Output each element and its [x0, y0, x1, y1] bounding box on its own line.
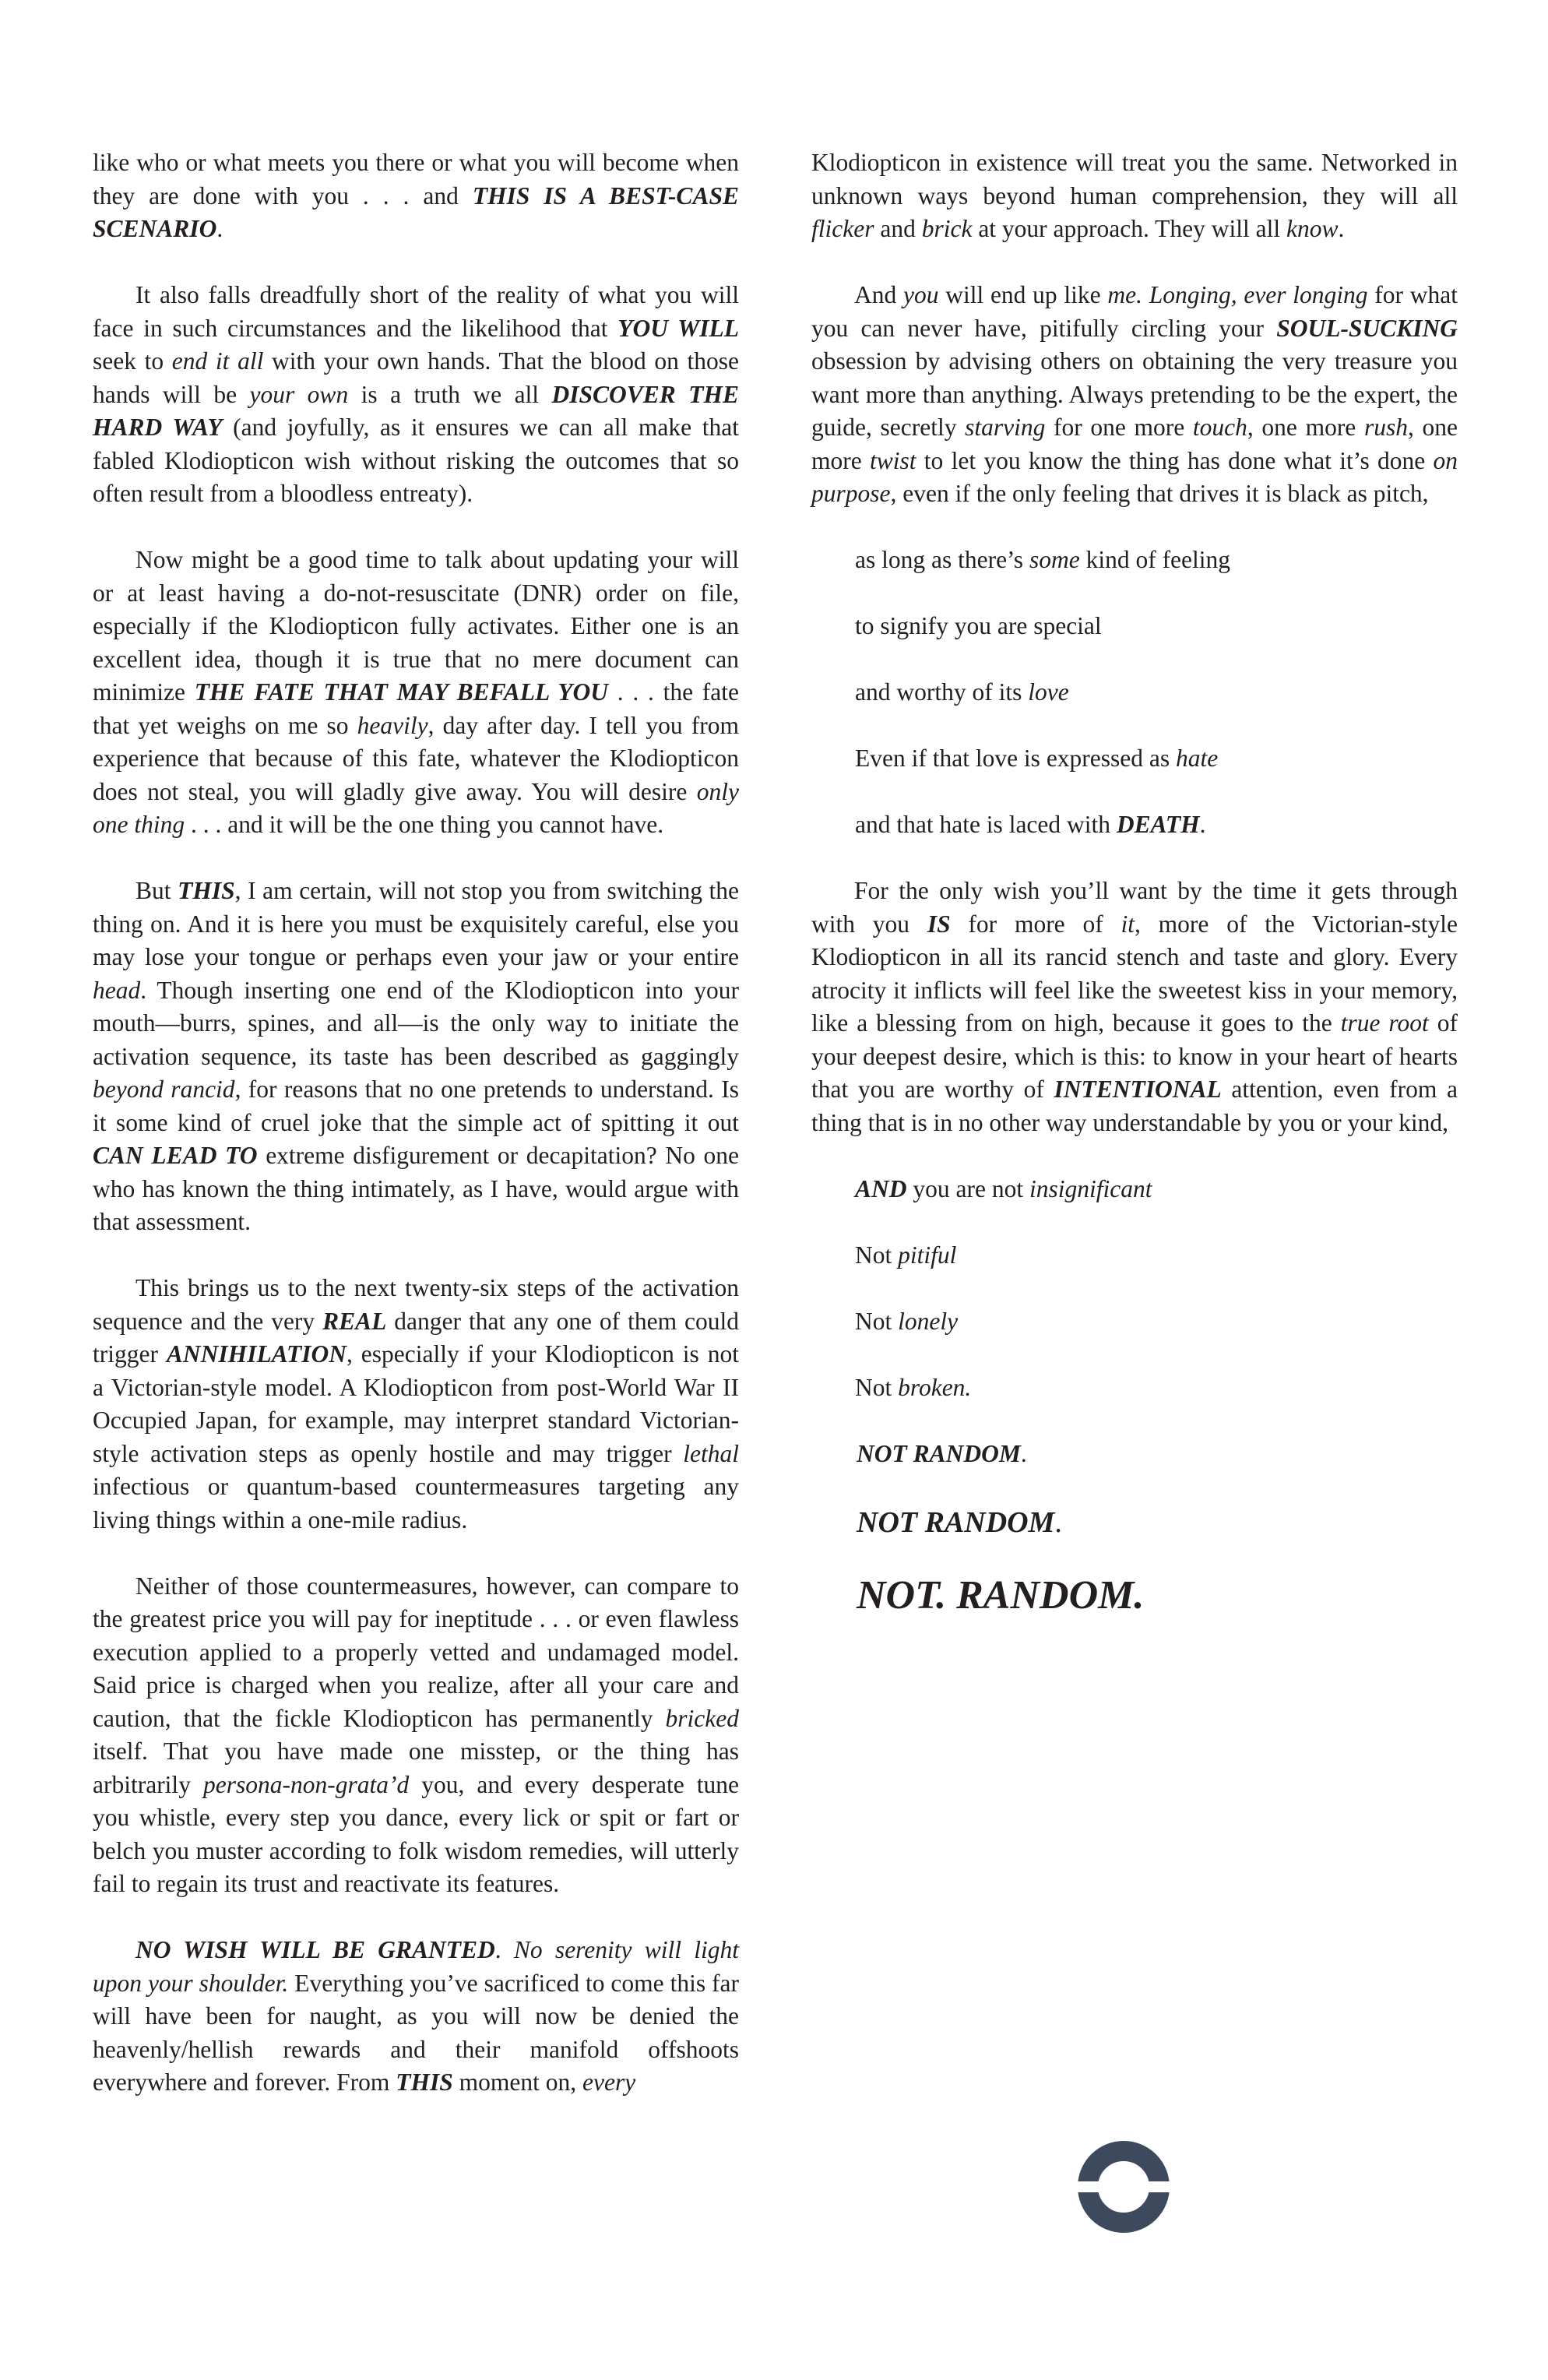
- poem-line: AND you are not insignificant: [855, 1174, 1152, 1202]
- paragraph: But THIS, I am certain, will not stop you from switching the thing on. And it is here you must be exquisitely careful, else you may lose your tongue or perhaps even your jaw or your entire head. Though inserting one end of the Klodiopticon into your mouth—burrs, spines, and all—is the only way to initiate the activation sequence, its taste has been described as gaggingly beyond rancid, for reasons that no one pretends to understand. Is it some kind of cruel joke that the simple act of spitting it out CAN LEAD TO extreme disfigurement or decapitation? No one who has known the thing intimately, as I have, would argue with that assessment.: [93, 877, 740, 1235]
- logo-gap: [1077, 2181, 1170, 2192]
- poem-line: to signify you are special: [855, 612, 1102, 639]
- publisher-logo-icon: [1077, 2140, 1170, 2234]
- paragraph: And you will end up like me. Longing, ever longing for what you can never have, pitifully circling your SOUL-SUCKING obsession by advising others on obtaining the very treasure you want more than anything. Always pretending to be the expert, the guide, secretly starving for one more touch, one more rush, one more twist to let you know the thing has done what it’s done on purpose, even if the only feeling that drives it is black as pitch,: [811, 281, 1458, 507]
- paragraph: It also falls dreadfully short of the reality of what you will face in such circumstances and the likelihood that YOU WILL seek to end it all with your own hands. That the blood on those hands will be your own is a truth we all DISCOVER THE HARD WAY (and joyfully, as it ensures we can all make that fabled Klodiopticon wish without risking the outcomes that so often result from a bloodless entreaty).: [93, 281, 739, 507]
- paragraph: like who or what meets you there or what you will become when they are done with you . . . and THIS IS A BEST-CASE SCENARIO.: [93, 149, 739, 242]
- poem-line: as long as there’s some kind of feeling: [855, 546, 1231, 573]
- not-random-line-2: NOT RANDOM.: [857, 1505, 1062, 1539]
- paragraph: Klodiopticon in existence will treat you the same. Networked in unknown ways beyond human comprehension, they will all flicker and brick at your approach. They will all know.: [811, 149, 1458, 242]
- paragraph: For the only wish you’ll want by the time it gets through with you IS for more of it, more of the Victorian-style Klodiopticon in all its rancid stench and taste and glory. Every atrocity it inflicts will feel like the sweetest kiss in your memory, like a blessing from on high, because it goes to the true root of your deepest desire, which is this: to know in your heart of hearts that you are worthy of INTENTIONAL attention, even from a thing that is in no other way understandable by you or your kind,: [811, 877, 1458, 1136]
- paragraph: This brings us to the next twenty-six steps of the activation sequence and the very REAL danger that any one of them could trigger ANNIHILATION, especially if your Klodiopticon is not a Victorian-style model. A Klodiopticon from post-World War II Occupied Japan, for example, may interpret standard Victorian-style activation steps as openly hostile and may trigger lethal infectious or quantum-based countermeasures targeting any living things within a one-mile radius.: [93, 1274, 739, 1533]
- poem-line: Not lonely: [855, 1307, 959, 1335]
- poem-line: and worthy of its love: [855, 678, 1069, 706]
- paragraph: NO WISH WILL BE GRANTED. No serenity will light upon your shoulder. Everything you’ve sacrificed to come this far will have been for naught, as you will now be denied the heavenly/hellish rewards and their manifold offshoots everywhere and forever. From THIS moment on, every: [93, 1936, 740, 2096]
- poem-line: Even if that love is expressed as hate: [855, 745, 1219, 772]
- poem-line: Not pitiful: [855, 1241, 957, 1269]
- poem-line: Not broken.: [855, 1373, 972, 1401]
- left-column: [93, 146, 739, 2132]
- poem-line: and that hate is laced with DEATH.: [855, 811, 1206, 838]
- not-random-line-3: NOT. RANDOM.: [857, 1572, 1145, 1618]
- not-random-line-1: NOT RANDOM.: [857, 1439, 1027, 1467]
- paragraph: Neither of those countermeasures, however, can compare to the greatest price you will pay for ineptitude . . . or even flawless execution applied to a properly vetted and undamaged model. Said price is charged when you realize, after all your care and caution, that the fickle Klodiopticon has permanently bricked itself. That you have made one misstep, or the thing has arbitrarily persona-non-grata’d you, and every desperate tune you whistle, every step you dance, every lick or spit or fart or belch you muster according to folk wisdom remedies, will utterly fail to regain its trust and reactivate its features.: [93, 1572, 739, 1897]
- right-column: [811, 146, 1458, 1619]
- paragraph: Now might be a good time to talk about updating your will or at least having a do-not-resuscitate (DNR) order on file, especially if the Klodiopticon fully activates. Either one is an excellent idea, though it is true that no mere document can minimize THE FATE THAT MAY BEFALL YOU . . . the fate that yet weighs on me so heavily, day after day. I tell you from experience that because of this fate, whatever the Klodiopticon does not steal, you will gladly give away. You will desire only one thing . . . and it will be the one thing you cannot have.: [93, 546, 740, 838]
